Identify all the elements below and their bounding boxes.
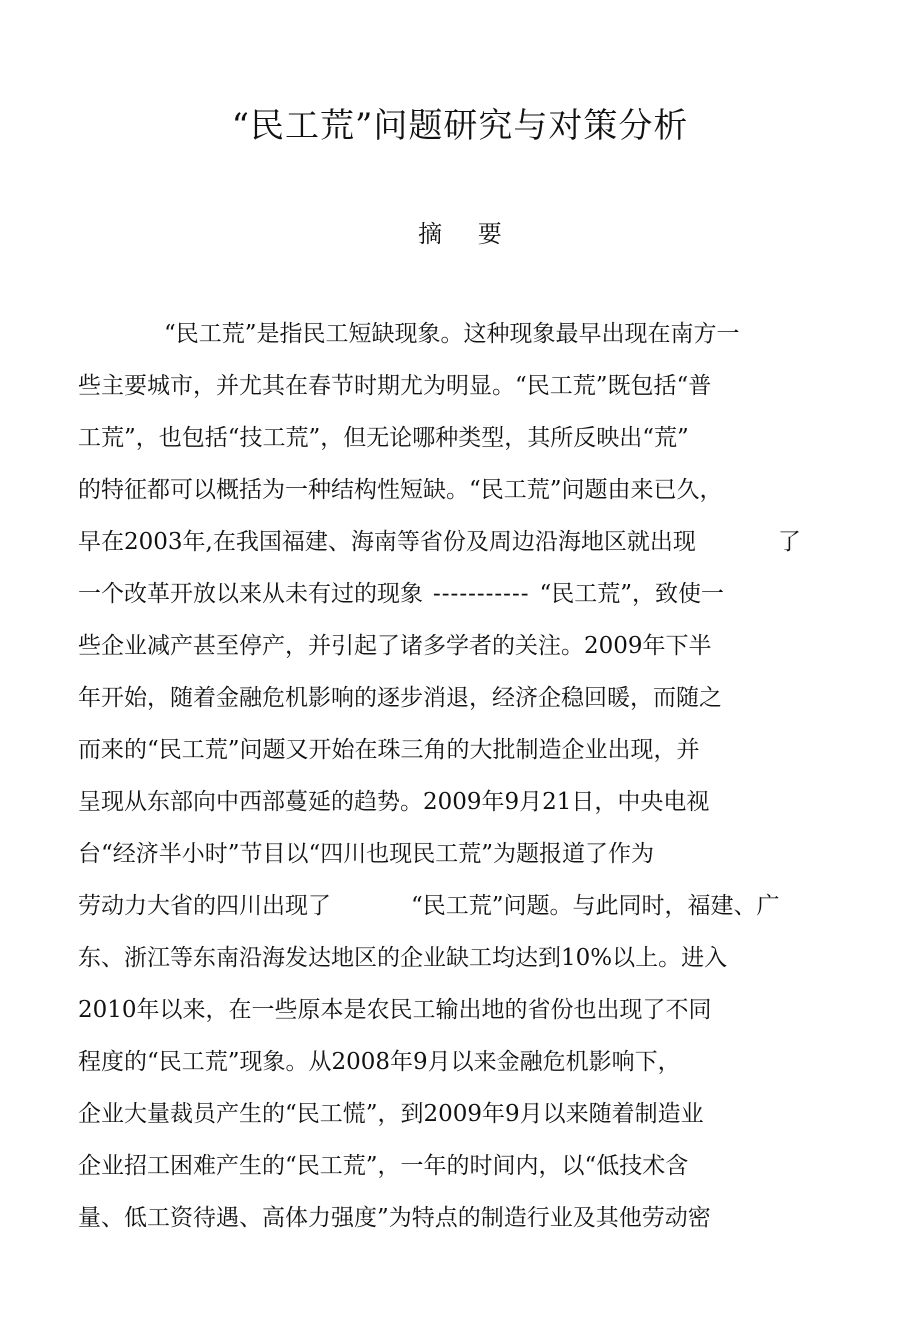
- body-line: “民工荒”是指民工短缺现象。这种现象最早出现在南方一: [164, 321, 740, 347]
- body-line: 些企业减产甚至停产，并引起了诸多学者的关注。2009年下半: [78, 633, 712, 659]
- body-line: 的特征都可以概括为一种结构性短缺。“民工荒”问题由来已久，: [78, 477, 723, 503]
- dash-separator: -----------: [433, 581, 530, 607]
- body-line: 量、低工资待遇、高体力强度”为特点的制造行业及其他劳动密: [78, 1205, 711, 1231]
- body-line: 2010年以来，在一些原本是农民工输出地的省份也出现了不同: [78, 997, 712, 1023]
- body-line: 台“经济半小时”节目以“四川也现民工荒”为题报道了作为: [78, 841, 655, 867]
- body-line: 而来的“民工荒”问题又开始在珠三角的大批制造企业出现，并: [78, 737, 700, 763]
- body-line: 一个改革开放以来从未有过的现象 ----------- “民工荒”，致使一: [78, 581, 725, 607]
- abstract-heading: 摘 要: [418, 220, 516, 248]
- body-line: 东、浙江等东南沿海发达地区的企业缺工均达到10%以上。进入: [78, 945, 728, 971]
- body-line: 程度的“民工荒”现象。从2008年9月以来金融危机影响下，: [78, 1049, 681, 1075]
- body-line: 企业招工困难产生的“民工荒”，一年的时间内，以“低技术含: [78, 1153, 689, 1179]
- body-line: 呈现从东部向中西部蔓延的趋势。2009年9月21日，中央电视: [78, 789, 710, 815]
- body-line: 些主要城市，并尤其在春节时期尤为明显。“民工荒”既包括“普: [78, 373, 712, 399]
- body-line: 工荒”，也包括“技工荒”，但无论哪种类型，其所反映出“荒”: [78, 425, 689, 451]
- abstract-body: [78, 319, 858, 1255]
- body-line: 年开始，随着金融危机影响的逐步消退，经济企稳回暖，而随之: [78, 685, 722, 711]
- body-line: 企业大量裁员产生的“民工慌”，到2009年9月以来随着制造业: [78, 1101, 704, 1127]
- body-line: 早在2003年,在我国福建、海南等省份及周边沿海地区就出现 了: [78, 529, 801, 555]
- body-line: 劳动力大省的四川出现了 “民工荒”问题。与此同时，福建、广: [78, 893, 780, 919]
- document-title: “民工荒”问题研究与对策分析: [231, 106, 689, 146]
